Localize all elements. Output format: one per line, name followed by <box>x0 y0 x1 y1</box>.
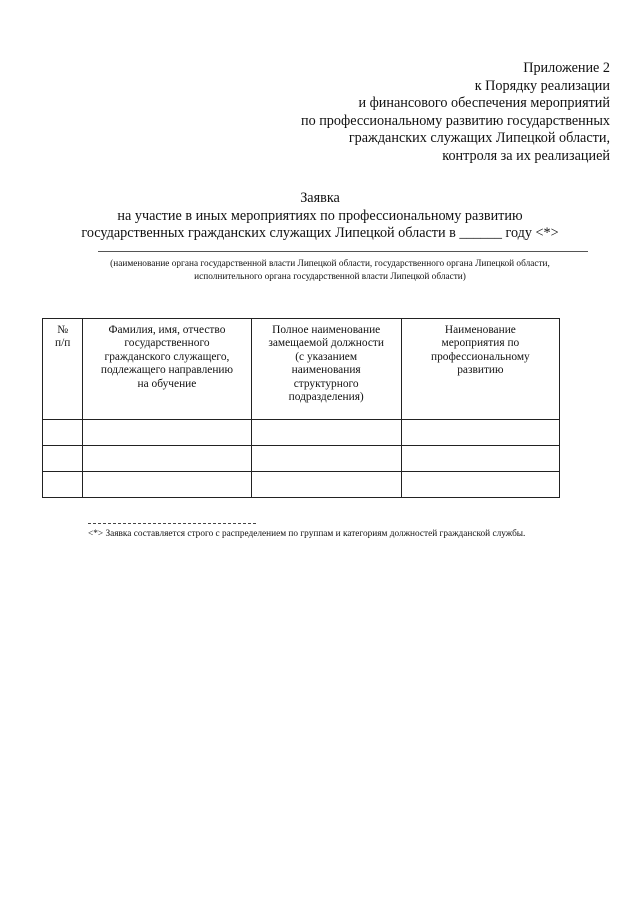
organization-name-line <box>98 251 588 252</box>
org-caption-line-1: (наименование органа государственной власти Липецкой области, государственного органа Липецкой области, <box>110 259 550 269</box>
table-cell[interactable] <box>43 472 83 498</box>
table-cell[interactable] <box>401 472 559 498</box>
header-event-name: Наименование мероприятия по профессиональному развитию <box>401 319 559 420</box>
header-full-name: Фамилия, имя, отчество государственного гражданского служащего, подлежащего направлению на обучение <box>83 319 251 420</box>
appendix-line: к Порядку реализации <box>474 77 610 94</box>
document-title <box>60 190 580 243</box>
org-caption-line-2: исполнительного органа государственной власти Липецкой области) <box>194 272 466 282</box>
table-row <box>43 446 560 472</box>
application-table <box>42 318 560 498</box>
table-cell[interactable] <box>83 420 251 446</box>
header-number: № п/п <box>43 319 83 420</box>
table-cell[interactable] <box>83 446 251 472</box>
table-row <box>43 420 560 446</box>
title-line-1: Заявка <box>300 190 340 206</box>
table-cell[interactable] <box>43 446 83 472</box>
appendix-line: и финансового обеспечения мероприятий <box>358 95 610 112</box>
header-position: Полное наименование замещаемой должности (с указанием наименования структурного подразделения) <box>251 319 401 420</box>
table-cell[interactable] <box>251 446 401 472</box>
footnote-text: <*> Заявка составляется строго с распределением по группам и категориям должностей гражданской службы. <box>88 529 526 539</box>
appendix-line: по профессиональному развитию государственных <box>300 112 610 129</box>
table-cell[interactable] <box>83 472 251 498</box>
organization-caption <box>60 258 600 284</box>
appendix-line: контроля за их реализацией <box>442 147 610 164</box>
table-cell[interactable] <box>401 446 559 472</box>
appendix-header <box>190 60 610 166</box>
footnote-separator <box>88 523 256 524</box>
table-cell[interactable] <box>251 472 401 498</box>
appendix-line: гражданских служащих Липецкой области, <box>348 130 610 147</box>
table-cell[interactable] <box>401 420 559 446</box>
table-cell[interactable] <box>43 420 83 446</box>
title-line-2: на участие в иных мероприятиях по профессиональному развитию <box>117 207 523 224</box>
table-header-row <box>43 319 560 420</box>
table-row <box>43 472 560 498</box>
table-cell[interactable] <box>251 420 401 446</box>
title-line-3: государственных гражданских служащих Липецкой области в ______ году <*> <box>81 225 559 242</box>
appendix-line: Приложение 2 <box>523 60 610 76</box>
